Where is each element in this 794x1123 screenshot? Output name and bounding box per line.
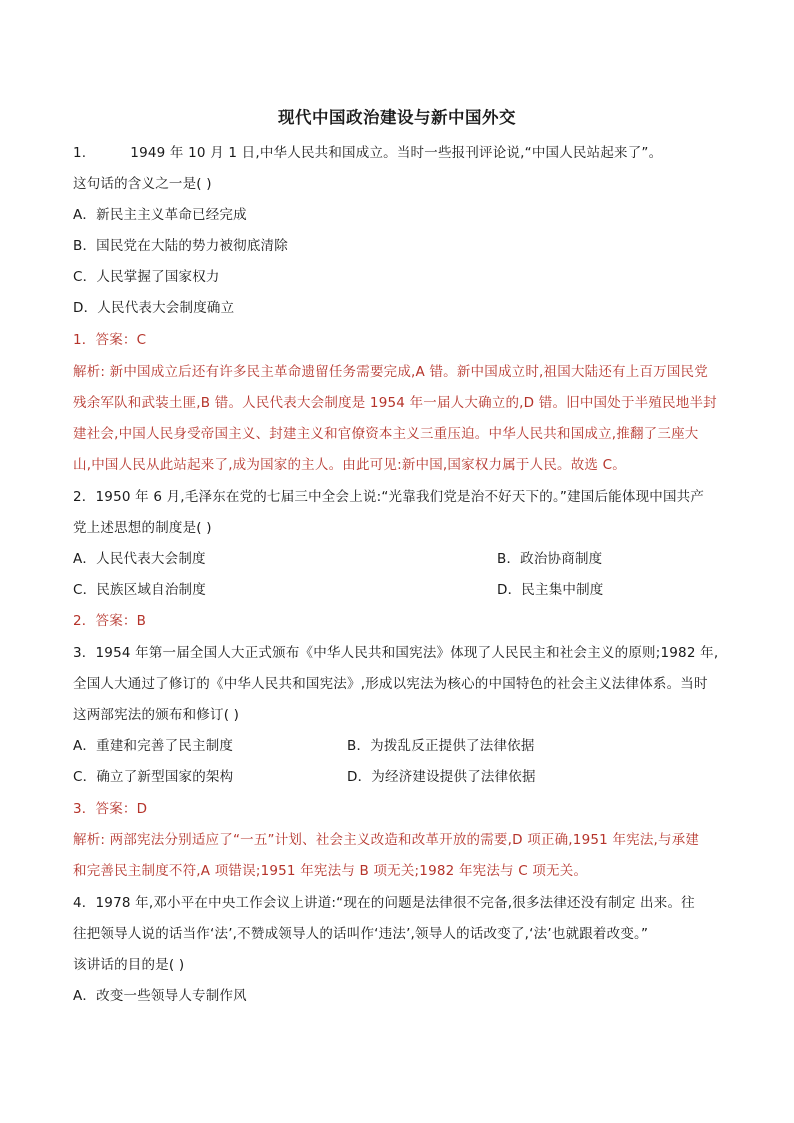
q1-stem: 1949 年 10 月 1 日,中华人民共和国成立。当时一些报刊评论说,“中国人民站起来了”。: [130, 145, 663, 161]
q1-option-d: D．人民代表大会制度确立: [73, 300, 235, 316]
q1-option-a: A．新民主主义革命已经完成: [73, 207, 247, 223]
q2-stem-line-2: 党上述思想的制度是( ): [73, 520, 212, 536]
q3-option-d: D．为经济建设提供了法律依据: [347, 769, 536, 785]
q4-stem-line-2: 往把领导人说的话当作‘法’,不赞成领导人的话叫作‘违法’,领导人的话改变了,‘法’也就跟着改变。”: [73, 926, 649, 942]
q1-explanation-line-1: 解析: 新中国成立后还有许多民主革命遗留任务需要完成,A 错。新中国成立时,祖国大陆还有上百万国民党: [73, 364, 708, 380]
q3-option-a: A．重建和完善了民主制度: [73, 738, 234, 754]
q3-explanation-line-2: 和完善民主制度不符,A 项错误;1951 年宪法与 B 项无关;1982 年宪法与 C 项无关。: [73, 863, 588, 879]
q1-option-c: C．人民掌握了国家权力: [73, 269, 220, 285]
q3-stem-line-2: 全国人大通过了修订的《中华人民共和国宪法》,形成以宪法为核心的中国特色的社会主义法律体系。当时: [73, 676, 708, 692]
q2-option-b: B．政治协商制度: [497, 551, 603, 567]
q1-answer: 1．答案：C: [73, 332, 147, 348]
q3-option-c: C．确立了新型国家的架构: [73, 769, 234, 785]
q3-answer: 3．答案：D: [73, 801, 148, 817]
q1-explanation-line-3: 建社会,中国人民身受帝国主义、封建主义和官僚资本主义三重压迫。中华人民共和国成立,推翻了三座大: [73, 426, 699, 442]
q3-stem-line-1: 3．1954 年第一届全国人大正式颁布《中华人民共和国宪法》体现了人民民主和社会主义的原则;1982 年,: [73, 645, 719, 661]
q1-explanation-line-2: 残余军队和武装土匪,B 错。人民代表大会制度是 1954 年一届人大确立的,D 错。旧中国处于半殖民地半封: [73, 395, 717, 411]
q2-option-a: A．人民代表大会制度: [73, 551, 206, 567]
q3-explanation-line-1: 解析: 两部宪法分别适应了“一五”计划、社会主义改造和改革开放的需要,D 项正确,1951 年宪法,与承建: [73, 832, 700, 848]
q1-option-b: B．国民党在大陆的势力被彻底清除: [73, 238, 288, 254]
q3-stem-line-3: 这两部宪法的颁布和修订( ): [73, 707, 240, 723]
q2-option-c: C．民族区域自治制度: [73, 582, 206, 598]
q1-number: 1.: [73, 145, 87, 161]
q1-stem-line-1: [73, 143, 662, 163]
q4-stem-line-1: 4．1978 年,邓小平在中央工作会议上讲道:“现在的问题是法律很不完备,很多法律还没有制定 出来。往: [73, 895, 695, 911]
q1-explanation-line-4: 山,中国人民从此站起来了,成为国家的主人。由此可见:新中国,国家权力属于人民。故选 C。: [73, 457, 626, 473]
q1-stem-line-2: 这句话的含义之一是( ): [73, 176, 212, 192]
q2-stem-line-1: 2．1950 年 6 月,毛泽东在党的七届三中全会上说:“光靠我们党是治不好天下的。”建国后能体现中国共产: [73, 489, 705, 505]
q4-stem-line-3: 该讲话的目的是( ): [73, 957, 185, 973]
q2-answer: 2．答案：B: [73, 613, 147, 629]
page-title: 现代中国政治建设与新中国外交: [278, 108, 516, 127]
q3-option-b: B．为拨乱反正提供了法律依据: [347, 738, 535, 754]
q4-option-a: A．改变一些领导人专制作风: [73, 988, 247, 1004]
q2-option-d: D．民主集中制度: [497, 582, 604, 598]
